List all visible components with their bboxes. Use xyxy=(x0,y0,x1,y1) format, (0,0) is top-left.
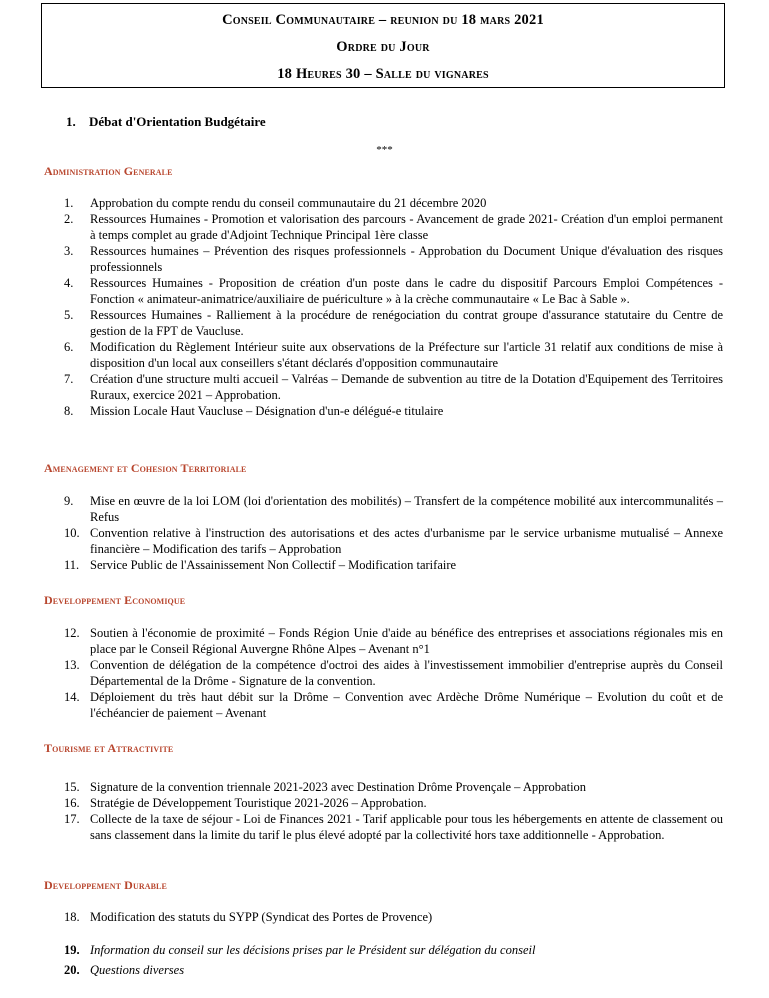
list-item xyxy=(0,339,723,371)
item-number: 4. xyxy=(64,276,74,290)
list-item xyxy=(0,689,723,721)
main-item-number: 1. xyxy=(66,114,76,129)
item-text: Convention relative à l'instruction des autorisations et des actes d'urbanisme par le service urbanisme mutualisé – Annexe financière – Modification des tarifs – Approbation xyxy=(90,526,723,556)
item-number: 16. xyxy=(64,796,80,810)
header-title: Conseil Communautaire – reunion du 18 mars 2021 xyxy=(222,12,544,28)
section-list-amenagement xyxy=(0,493,769,573)
item-text: Mission Locale Haut Vaucluse – Désignation d'un-e délégué-e titulaire xyxy=(90,404,444,418)
item-number: 9. xyxy=(64,494,74,508)
header-subtitle: Ordre du Jour xyxy=(336,39,430,55)
item-number: 14. xyxy=(64,690,80,704)
item-number: 17. xyxy=(64,812,80,826)
section-list-administration xyxy=(0,195,769,419)
item-number: 15. xyxy=(64,780,80,794)
section-list-durable xyxy=(0,909,769,925)
item-text: Ressources humaines – Prévention des risques professionnels - Approbation du Document Unique d'évaluation des risques professionnels xyxy=(90,244,723,274)
item-text: Création d'une structure multi accueil – Valréas – Demande de subvention au titre de la Dotation d'Equipement des Territoires Ruraux, exercice 2021 – Approbation. xyxy=(90,372,723,402)
item-text: Service Public de l'Assainissement Non Collectif – Modification tarifaire xyxy=(90,558,457,572)
list-item xyxy=(0,779,723,795)
item-text: Information du conseil sur les décisions prises par le Président sur délégation du conseil xyxy=(90,943,536,957)
header-box xyxy=(41,3,725,88)
header-time-place: 18 Heures 30 – Salle du vignares xyxy=(277,66,489,82)
main-agenda-item xyxy=(66,114,266,130)
item-number: 1. xyxy=(64,196,74,210)
list-item xyxy=(0,909,723,925)
final-item-information xyxy=(64,943,535,958)
list-item xyxy=(0,275,723,307)
item-number: 5. xyxy=(64,308,74,322)
separator: *** xyxy=(376,144,393,156)
item-number: 7. xyxy=(64,372,74,386)
final-item-questions xyxy=(64,963,184,978)
item-text: Mise en œuvre de la loi LOM (loi d'orientation des mobilités) – Transfert de la compétence mobilité aux intercommunalités – Refus xyxy=(90,494,723,524)
item-text: Modification du Règlement Intérieur suite aux observations de la Préfecture sur l'article 31 relatif aux conditions de mise à disposition d'un local aux conseillers s'étant déclarés d'opposition communautaire xyxy=(90,340,723,370)
item-text: Déploiement du très haut débit sur la Drôme – Convention avec Ardèche Drôme Numérique – Evolution du coût et de l'échéancier de paiement – Avenant xyxy=(90,690,723,720)
list-item xyxy=(0,307,723,339)
section-title-administration: Administration Generale xyxy=(44,164,173,178)
list-item xyxy=(0,811,723,843)
item-number: 10. xyxy=(64,526,80,540)
section-title-tourisme: Tourisme et Attractivite xyxy=(44,741,174,755)
list-item xyxy=(0,371,723,403)
item-text: Ressources Humaines - Ralliement à la procédure de renégociation du contrat groupe d'assurance statutaire du Centre de gestion de la FPT de Vaucluse. xyxy=(90,308,723,338)
section-title-amenagement: Amenagement et Cohesion Territoriale xyxy=(44,461,247,475)
item-number: 6. xyxy=(64,340,74,354)
list-item xyxy=(0,403,723,419)
item-text: Approbation du compte rendu du conseil communautaire du 21 décembre 2020 xyxy=(90,196,487,210)
list-item xyxy=(0,557,723,573)
item-text: Modification des statuts du SYPP (Syndicat des Portes de Provence) xyxy=(90,910,433,924)
item-number: 13. xyxy=(64,658,80,672)
main-item-text: Débat d'Orientation Budgétaire xyxy=(89,114,266,129)
section-list-tourisme xyxy=(0,779,769,843)
item-text: Soutien à l'économie de proximité – Fonds Région Unie d'aide au bénéfice des entreprises et associations régionales mis en place par le Conseil Régional Auvergne Rhône Alpes – Avenant n°1 xyxy=(90,626,723,656)
section-list-economique xyxy=(0,625,769,721)
section-title-durable: Developpement Durable xyxy=(44,878,167,892)
item-text: Signature de la convention triennale 2021-2023 avec Destination Drôme Provençale – Approbation xyxy=(90,780,587,794)
item-number: 18. xyxy=(64,910,80,924)
list-item xyxy=(0,657,723,689)
list-item xyxy=(0,525,723,557)
list-item xyxy=(0,493,723,525)
item-number: 2. xyxy=(64,212,74,226)
item-number: 19. xyxy=(64,943,80,957)
item-text: Collecte de la taxe de séjour - Loi de Finances 2021 - Tarif applicable pour tous les hébergements en attente de classement ou sans classement dans la limite du tarif le plus élevé adopté par la collectivité hors taxe additionnelle - Approbation. xyxy=(90,812,723,842)
list-item xyxy=(0,195,723,211)
list-item xyxy=(0,795,723,811)
list-item xyxy=(0,625,723,657)
item-number: 12. xyxy=(64,626,80,640)
section-title-economique: Developpement Economique xyxy=(44,593,186,607)
item-number: 20. xyxy=(64,963,80,977)
item-number: 3. xyxy=(64,244,74,258)
item-text: Ressources Humaines - Proposition de création d'un poste dans le cadre du dispositif Parcours Emploi Compétences - Fonction « animateur-animatrice/auxiliaire de puériculture » à la crèche communautaire « Le Bac à Sable ». xyxy=(90,276,723,306)
list-item xyxy=(0,243,723,275)
item-text: Convention de délégation de la compétence d'octroi des aides à l'investissement immobilier d'entreprise auprès du Conseil Départemental de la Drôme - Signature de la convention. xyxy=(90,658,723,688)
item-text: Ressources Humaines - Promotion et valorisation des parcours - Avancement de grade 2021- Création d'un emploi permanent à temps complet au grade d'Adjoint Technique Principal 1ère classe xyxy=(90,212,723,242)
item-number: 11. xyxy=(64,558,80,572)
list-item xyxy=(0,211,723,243)
item-text: Questions diverses xyxy=(90,963,185,977)
item-text: Stratégie de Développement Touristique 2021-2026 – Approbation. xyxy=(90,796,427,810)
item-number: 8. xyxy=(64,404,74,418)
